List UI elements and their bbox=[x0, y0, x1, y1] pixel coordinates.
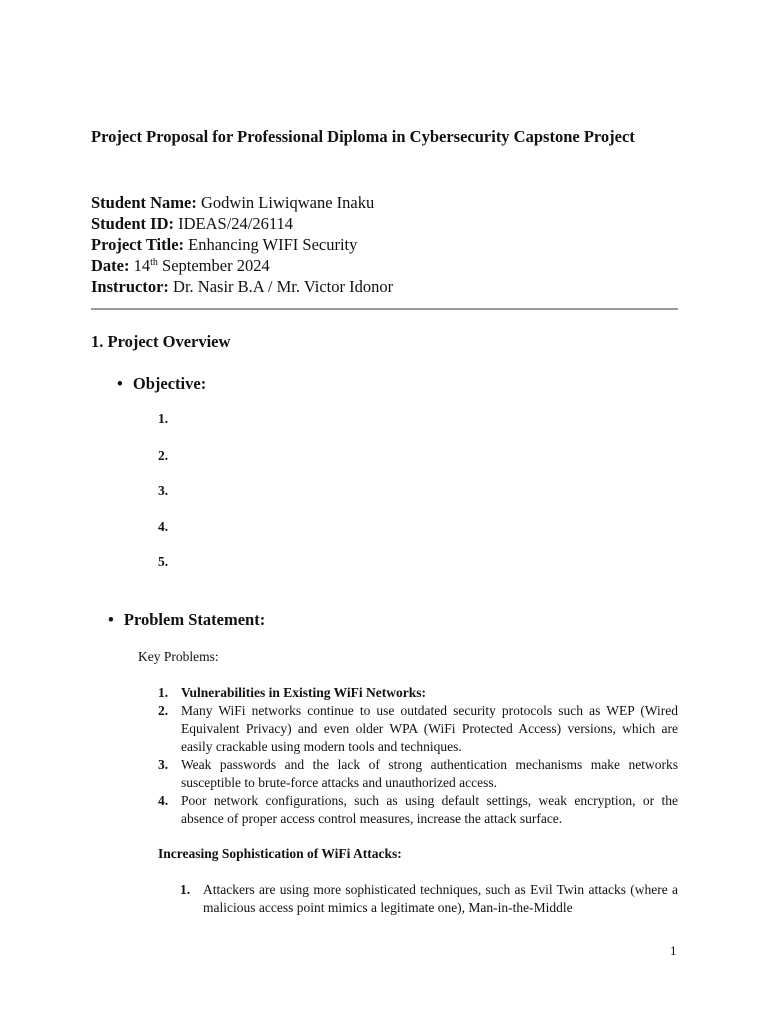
project-title-label: Project Title: bbox=[91, 235, 185, 254]
instructor-line bbox=[91, 276, 393, 297]
list-item-text: Vulnerabilities in Existing WiFi Networks: bbox=[181, 685, 427, 700]
list-item bbox=[158, 702, 678, 756]
list-item bbox=[158, 756, 678, 792]
project-title-value: Enhancing WIFI Security bbox=[188, 235, 358, 254]
student-name-value: Godwin Liwiqwane Inaku bbox=[201, 193, 375, 212]
student-name-line bbox=[91, 192, 374, 213]
objective-number: 2. bbox=[158, 448, 169, 463]
list-item-number: 1. bbox=[180, 882, 191, 897]
list-item-number: 4. bbox=[158, 793, 169, 808]
date-day: 14 bbox=[133, 256, 151, 275]
list-item bbox=[158, 684, 678, 702]
list-item-text: Poor network configurations, such as using default settings, weak encryption, or the absence of proper access control measures, increase the attack surface. bbox=[181, 793, 678, 826]
list-item-text: Attackers are using more sophisticated techniques, such as Evil Twin attacks (where a malicious access point mimics a legitimate one), Man-in-the-Middle bbox=[203, 882, 678, 915]
horizontal-rule bbox=[91, 308, 678, 310]
date-suffix: th bbox=[150, 257, 158, 268]
date-rest: September 2024 bbox=[162, 256, 270, 275]
list-item bbox=[158, 792, 678, 828]
problem-statement-label: Problem Statement: bbox=[123, 610, 266, 629]
student-id-line bbox=[91, 213, 293, 234]
date-line bbox=[91, 255, 270, 276]
key-problems-label: Key Problems: bbox=[138, 649, 219, 664]
instructor-label: Instructor: bbox=[91, 277, 169, 296]
objective-bullet bbox=[117, 374, 206, 394]
sophistication-heading: Increasing Sophistication of WiFi Attacks: bbox=[158, 846, 402, 861]
list-item-number: 1. bbox=[158, 685, 169, 700]
list-item-text: Many WiFi networks continue to use outdated security protocols such as WEP (Wired Equivalent Privacy) and even older WPA (WiFi Protected Access) versions, which are easily crackable using modern tools and techniques. bbox=[181, 703, 678, 754]
bullet-icon: • bbox=[108, 610, 114, 629]
objective-number: 1. bbox=[158, 411, 169, 426]
objective-number: 4. bbox=[158, 519, 169, 534]
project-title-line bbox=[91, 234, 357, 255]
document-title: Project Proposal for Professional Diploma in Cybersecurity Capstone Project bbox=[91, 127, 635, 146]
objective-number: 5. bbox=[158, 554, 169, 569]
list-item-number: 3. bbox=[158, 757, 169, 772]
student-id-value: IDEAS/24/26114 bbox=[178, 214, 293, 233]
problem-statement-bullet bbox=[108, 610, 265, 630]
date-label: Date: bbox=[91, 256, 130, 275]
list-item-number: 2. bbox=[158, 703, 169, 718]
list-item bbox=[180, 881, 678, 917]
student-id-label: Student ID: bbox=[91, 214, 174, 233]
student-name-label: Student Name: bbox=[91, 193, 197, 212]
page-number: 1 bbox=[670, 943, 677, 958]
bullet-icon: • bbox=[117, 374, 123, 393]
instructor-value: Dr. Nasir B.A / Mr. Victor Idonor bbox=[173, 277, 394, 296]
list-item-text: Weak passwords and the lack of strong authentication mechanisms make networks susceptible to brute-force attacks and unauthorized access. bbox=[181, 757, 678, 790]
objective-label: Objective: bbox=[132, 374, 207, 393]
objective-number: 3. bbox=[158, 483, 169, 498]
section-heading-project-overview: 1. Project Overview bbox=[91, 332, 231, 351]
